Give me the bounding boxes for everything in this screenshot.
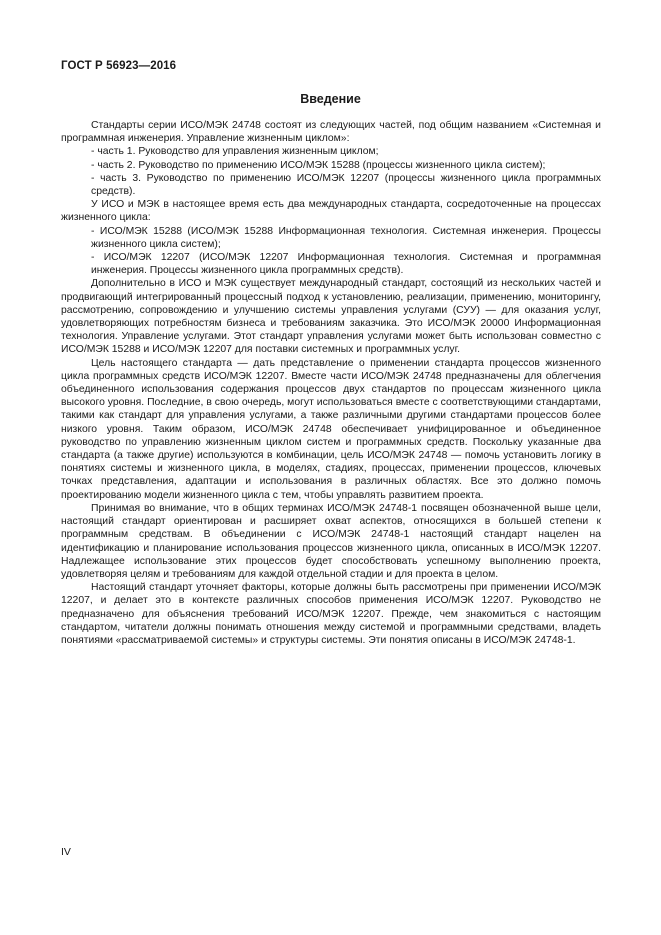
paragraph: У ИСО и МЭК в настоящее время есть два международных стандарта, сосредоточенные на процессах жизненного цикла: (61, 199, 601, 224)
paragraph: Цель настоящего стандарта — дать представление о применении стандарта процессов жизненного цикла программных средств ИСО/МЭК 12207. Вместе части ИСО/МЭК 24748 предназначены для облегчения объединенного использования содержания процессов двух стандартов по процессам жизненного цикла высокого уровня. Последние, в свою очередь, могут использоваться вместе с соответствующими стандартами, такими как стандарт для управления услугами, а также различными другими стандартами процессов более низкого уровня. Таким образом, ИСО/МЭК 24748 обеспечивает унифицированное и объединенное руководство по управлению жизненным циклом систем и программных средств. Поскольку указанные два стандарта (а также другие) используются в комбинации, цель ИСО/МЭК 24748 — помочь установить логику в понятиях системы и жизненного цикла, в моделях, стадиях, процессах, применении процессов, ключевых точках представления, адаптации и использования в различных областях. Все это должно помочь проектированию модели жизненного цикла с тем, чтобы управлять развитием проекта. (61, 357, 601, 501)
document-code: ГОСТ Р 56923—2016 (61, 60, 177, 72)
page-number: IV (61, 846, 71, 858)
section-title: Введение (300, 92, 361, 106)
paragraph: Стандарты серии ИСО/МЭК 24748 состоят из следующих частей, под общим названием «Системная и программная инженерия. Управление жизненным циклом»: (61, 120, 601, 145)
list-item: - ИСО/МЭК 12207 (ИСО/МЭК 12207 Информационная технология. Системная и программная инженерия. Процессы жизненного цикла программных средств). (91, 252, 601, 277)
list-item: - часть 3. Руководство по применению ИСО/МЭК 12207 (процессы жизненного цикла программных средств). (91, 172, 601, 198)
list-item: - ИСО/МЭК 15288 (ИСО/МЭК 15288 Информационная технология. Системная инженерия. Процессы жизненного цикла систем); (91, 225, 601, 250)
body-text (61, 119, 601, 647)
paragraph: Дополнительно в ИСО и МЭК существует международный стандарт, состоящий из нескольких частей и продвигающий интегрированный процессный подход к установлению, реализации, применению, мониторингу, рассмотрению, сопровождению и улучшению системы управления услугами (СУУ) — для оказания услуг, удовлетворяющих потребностям бизнеса и требованиям заказчика. Это ИСО/МЭК 20000 Информационная технология. Управление услугами. Этот стандарт управления услугами может быть использован совместно с ИСО/МЭК 15288 и ИСО/МЭК 12207 для поставки системных и программных услуг. (61, 278, 601, 356)
paragraph: Настоящий стандарт уточняет факторы, которые должны быть рассмотрены при применении ИСО/МЭК 12207, и делает это в контексте различных способов применения ИСО/МЭК 12207. Руководство не предназначено для объяснения требований ИСО/МЭК 12207. Прежде, чем знакомиться с настоящим стандартом, читатели должны понимать отношения между системой и программными средствами, владеть понятиями «рассматриваемой системы» и структуры системы. Эти понятия описаны в ИСО/МЭК 24748-1. (61, 582, 601, 646)
list-item: - часть 2. Руководство по применению ИСО/МЭК 15288 (процессы жизненного цикла систем); (91, 159, 546, 171)
list-item: - часть 1. Руководство для управления жизненным циклом; (91, 146, 379, 158)
paragraph: Принимая во внимание, что в общих терминах ИСО/МЭК 24748-1 посвящен обозначенной выше цели, настоящий стандарт ориентирован и расширяет охват аспектов, относящихся в большей степени к программным средствам. В объединении с ИСО/МЭК 24748-1 настоящий стандарт нацелен на идентификацию и планирование использования процессов жизненного цикла, описанных в ИСО/МЭК 12207. Надлежащее использование этих процессов будет способствовать успешному выполнению проекта, удовлетворяя целям и требованиям для каждой отдельной стадии и для проекта в целом. (61, 502, 601, 580)
